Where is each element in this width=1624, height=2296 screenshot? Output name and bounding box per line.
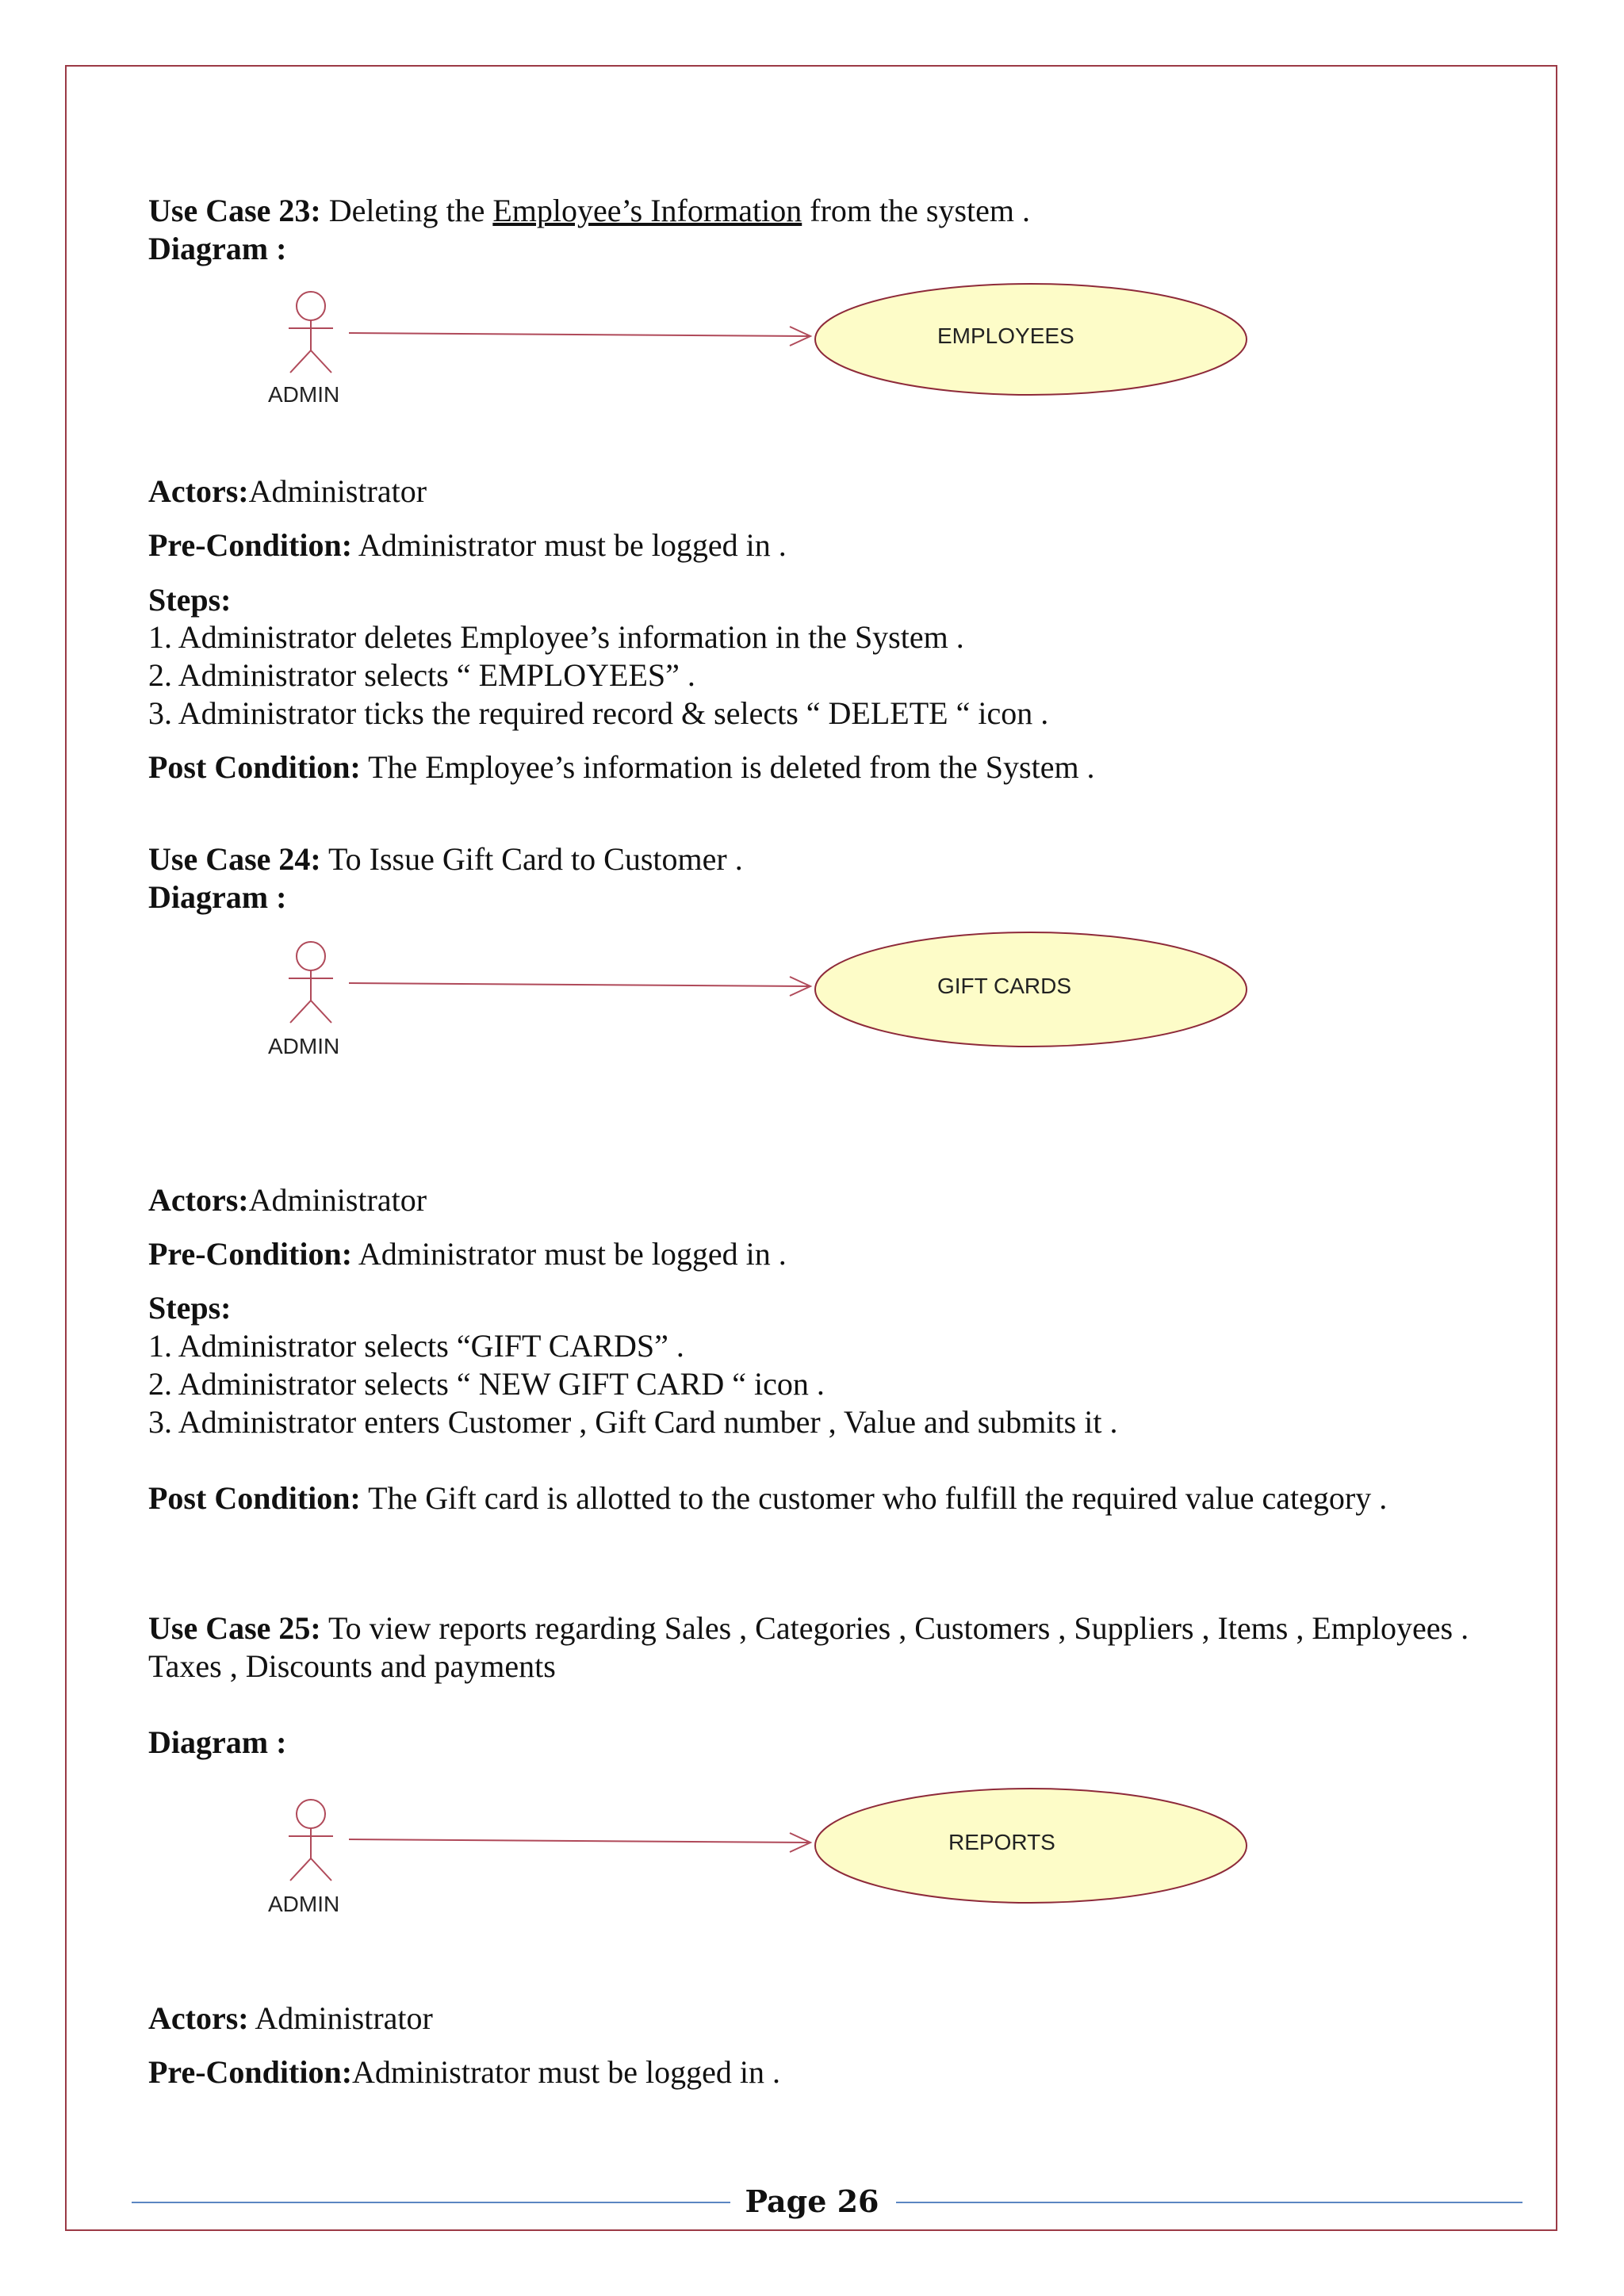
employee-information-link[interactable]: Employee’s Information <box>492 193 802 228</box>
actor-label: ADMIN <box>268 1034 340 1058</box>
association-arrow <box>349 1833 810 1852</box>
actor-label: ADMIN <box>268 1892 340 1916</box>
association-arrow <box>349 327 810 346</box>
step-item: 1. Administrator selects “GIFT CARDS” . <box>148 1328 684 1364</box>
pre-condition-line: Pre-Condition: Administrator must be logged in . <box>148 1236 787 1272</box>
step-item: 1. Administrator deletes Employee’s information in the System . <box>148 619 964 655</box>
actors-line: Actors:Administrator <box>148 1182 427 1218</box>
diagram-label: Diagram : <box>148 231 287 266</box>
actor-stick-figure-icon <box>289 942 333 1023</box>
diagram-label: Diagram : <box>148 879 287 915</box>
post-condition-line: Post Condition: The Gift card is allotted to the customer who fulfill the required value category . <box>148 1480 1388 1516</box>
actor-stick-figure-icon <box>289 292 333 373</box>
pre-condition-line: Pre-Condition: Administrator must be logged in . <box>148 527 787 563</box>
actor-stick-figure-icon <box>289 1800 333 1881</box>
use-case-diagram-graphic <box>254 279 1285 414</box>
post-condition-line: Post Condition: The Employee’s information is deleted from the System . <box>148 749 1095 785</box>
step-item: 3. Administrator ticks the required record & selects “ DELETE “ icon . <box>148 695 1049 731</box>
use-case-24-heading: Use Case 24: To Issue Gift Card to Customer . <box>148 841 743 877</box>
use-case-diagram-24 <box>254 928 1285 1062</box>
use-case-diagram-graphic <box>254 928 1285 1062</box>
use-case-label: GIFT CARDS <box>937 974 1072 998</box>
use-case-label: EMPLOYEES <box>937 323 1074 348</box>
actor-label: ADMIN <box>268 382 340 407</box>
use-case-25-heading: Use Case 25: To view reports regarding Sales , Categories , Customers , Suppliers , Items , Employees . Taxes , Discounts and payments <box>148 1610 1469 1684</box>
actors-line: Actors:Administrator <box>148 473 427 509</box>
association-arrow <box>349 977 810 996</box>
actors-line: Actors: Administrator <box>148 2000 433 2036</box>
use-case-label: REPORTS <box>948 1830 1055 1854</box>
use-case-diagram-graphic <box>254 1785 1285 1920</box>
pre-condition-line: Pre-Condition:Administrator must be logged in . <box>148 2054 780 2090</box>
step-item: 2. Administrator selects “ NEW GIFT CARD “ icon . <box>148 1366 825 1402</box>
diagram-label: Diagram : <box>148 1724 287 1760</box>
steps-label: Steps: <box>148 582 232 618</box>
step-item: 3. Administrator enters Customer , Gift Card number , Value and submits it . <box>148 1404 1118 1440</box>
steps-label: Steps: <box>148 1290 232 1326</box>
step-item: 2. Administrator selects “ EMPLOYEES” . <box>148 657 695 693</box>
use-case-diagram-23 <box>254 279 1285 414</box>
page-number: Page 26 <box>0 2183 1624 2219</box>
use-case-diagram-25 <box>254 1785 1285 1920</box>
use-case-23-heading: Use Case 23: Deleting the Employee’s Information from the system . <box>148 193 1030 228</box>
